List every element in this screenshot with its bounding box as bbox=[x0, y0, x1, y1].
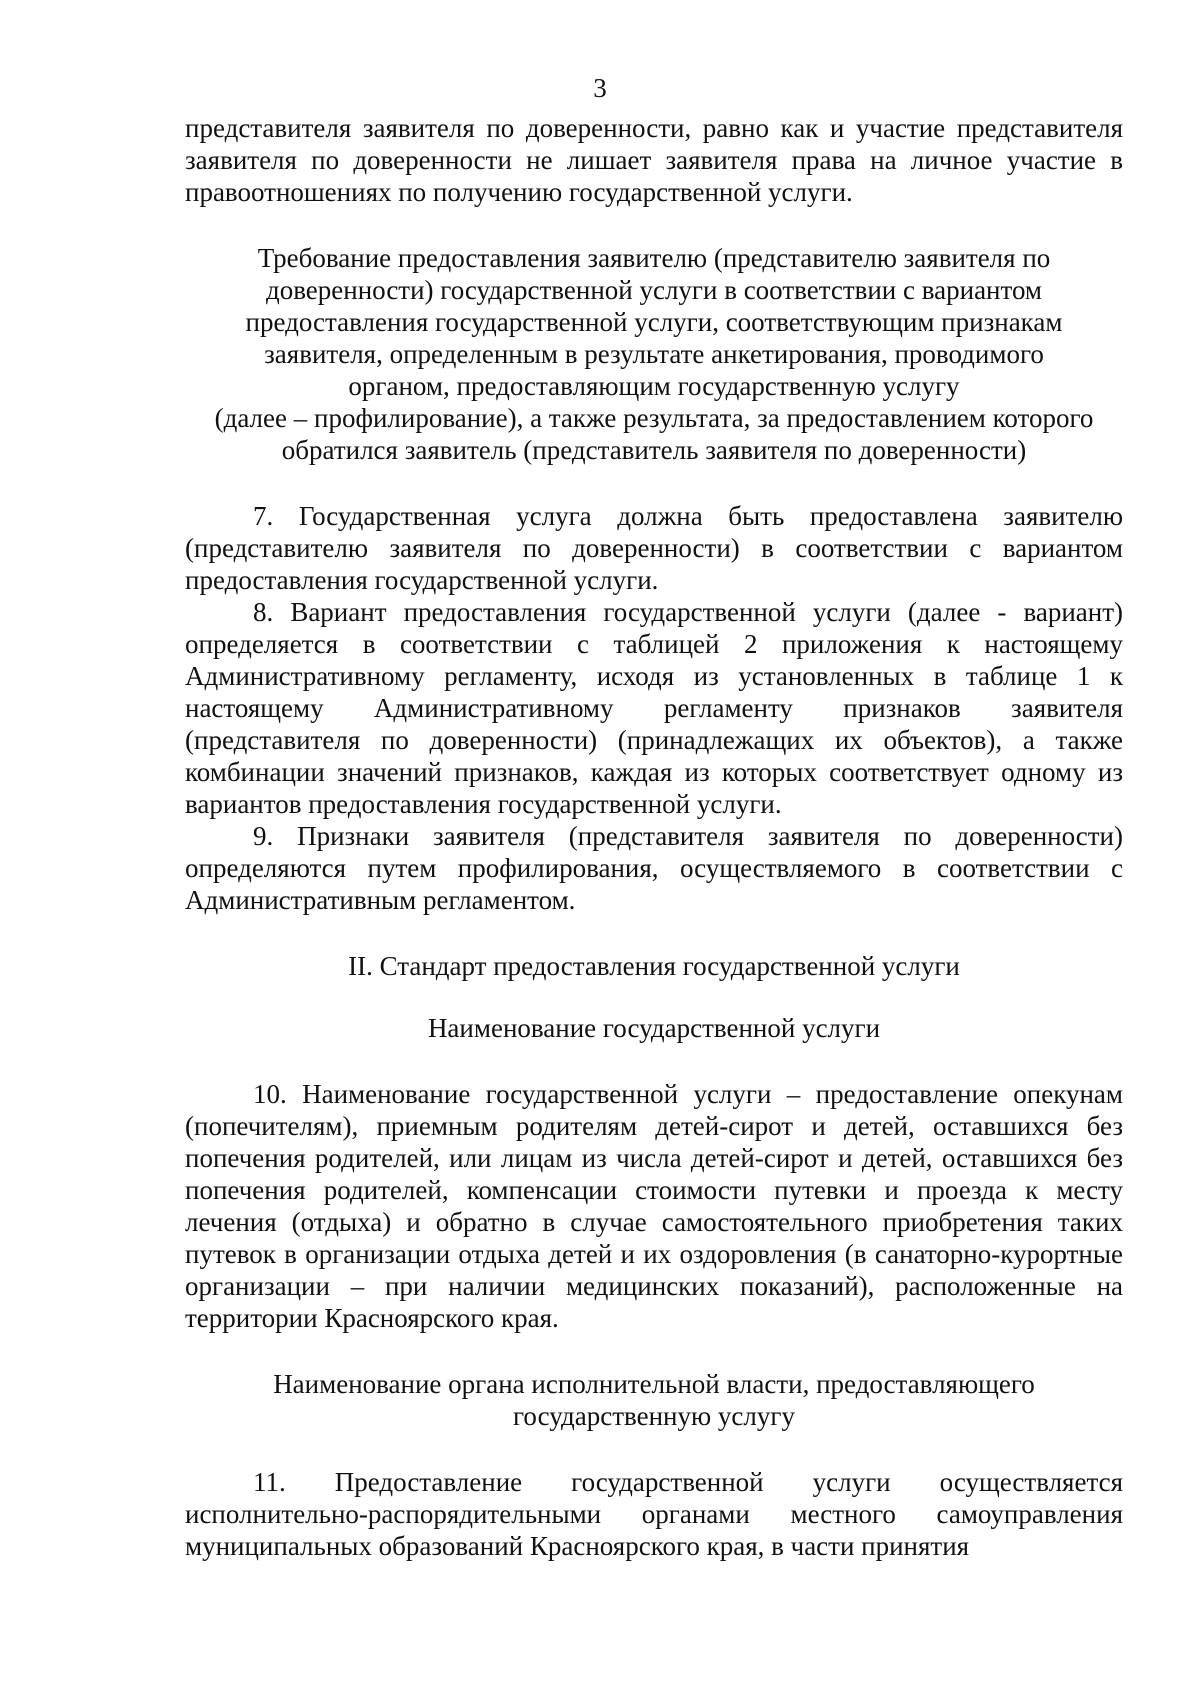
paragraph-7: 7. Государственная услуга должна быть предоставлена заявителю (представителю заявителя по доверенности) в соответствии с вариантом предоставления государственной услуги. bbox=[185, 501, 1123, 595]
heading-requirement bbox=[185, 242, 1123, 466]
paragraph-8: 8. Вариант предоставления государственной услуги (далее - вариант) определяется в соответствии с таблицей 2 приложения к настоящему Административному регламенту, исходя из установленных в таблице 1 к настоящему Административному регламенту признаков заявителя (представителя по доверенности) (принадлежащих их объектов), а также комбинации значений признаков, каждая из которых соответствует одному из вариантов предоставления государственной услуги. bbox=[185, 597, 1123, 819]
heading-service-name: Наименование государственной услуги bbox=[427, 1013, 881, 1043]
paragraph-10: 10. Наименование государственной услуги – предоставление опекунам (попечителям), приемным родителям детей-сирот и детей, оставшихся без попечения родителей, или лицам из числа детей-сирот и детей, оставшихся без попечения родителей, компенсации стоимости путевки и проезда к месту лечения (отдыха) и обратно в случае самостоятельного приобретения таких путевок в организации отдыха детей и их оздоровления (в санаторно-курортные организации – при наличии медицинских показаний), расположенные на территории Красноярского края. bbox=[185, 1079, 1123, 1333]
paragraph-intro: представителя заявителя по доверенности, равно как и участие представителя заявителя по доверенности не лишает заявителя права на личное участие в правоотношениях по получению государственной услуги. bbox=[185, 113, 1123, 207]
heading-executive-body-line: Наименование органа исполнительной власти, предоставляющего bbox=[273, 1369, 1035, 1399]
section-title: II. Стандарт предоставления государственной услуги bbox=[348, 951, 960, 981]
spacer bbox=[185, 1334, 1123, 1368]
heading-executive-body-line: государственную услугу bbox=[513, 1401, 795, 1431]
spacer bbox=[185, 1044, 1123, 1078]
page-number: 3 bbox=[593, 73, 607, 103]
heading-requirement-line: обратился заявитель (представитель заявителя по доверенности) bbox=[281, 435, 1027, 465]
heading-executive-body bbox=[185, 1368, 1123, 1432]
heading-requirement-line: доверенности) государственной услуги в соответствии с вариантом bbox=[265, 275, 1043, 305]
spacer bbox=[185, 1432, 1123, 1466]
heading-requirement-line: заявителя, определенным в результате анкетирования, проводимого bbox=[264, 339, 1044, 369]
paragraph-9: 9. Признаки заявителя (представителя заявителя по доверенности) определяются путем профилирования, осуществляемого в соответствии с Административным регламентом. bbox=[185, 821, 1123, 915]
spacer bbox=[185, 466, 1123, 500]
spacer bbox=[185, 982, 1123, 1012]
paragraph-11: 11. Предоставление государственной услуги осуществляется исполнительно-распорядительными органами местного самоуправления муниципальных образований Красноярского края, в части принятия bbox=[185, 1467, 1123, 1561]
heading-requirement-line: (далее – профилирование), а также результата, за предоставлением которого bbox=[214, 403, 1094, 433]
heading-requirement-line: органом, предоставляющим государственную услугу bbox=[348, 371, 960, 401]
heading-requirement-line: предоставления государственной услуги, соответствующим признакам bbox=[245, 307, 1063, 337]
spacer bbox=[185, 916, 1123, 950]
document-content bbox=[185, 112, 1123, 1562]
spacer bbox=[185, 208, 1123, 242]
heading-requirement-line: Требование предоставления заявителю (представителю заявителя по bbox=[257, 243, 1051, 273]
